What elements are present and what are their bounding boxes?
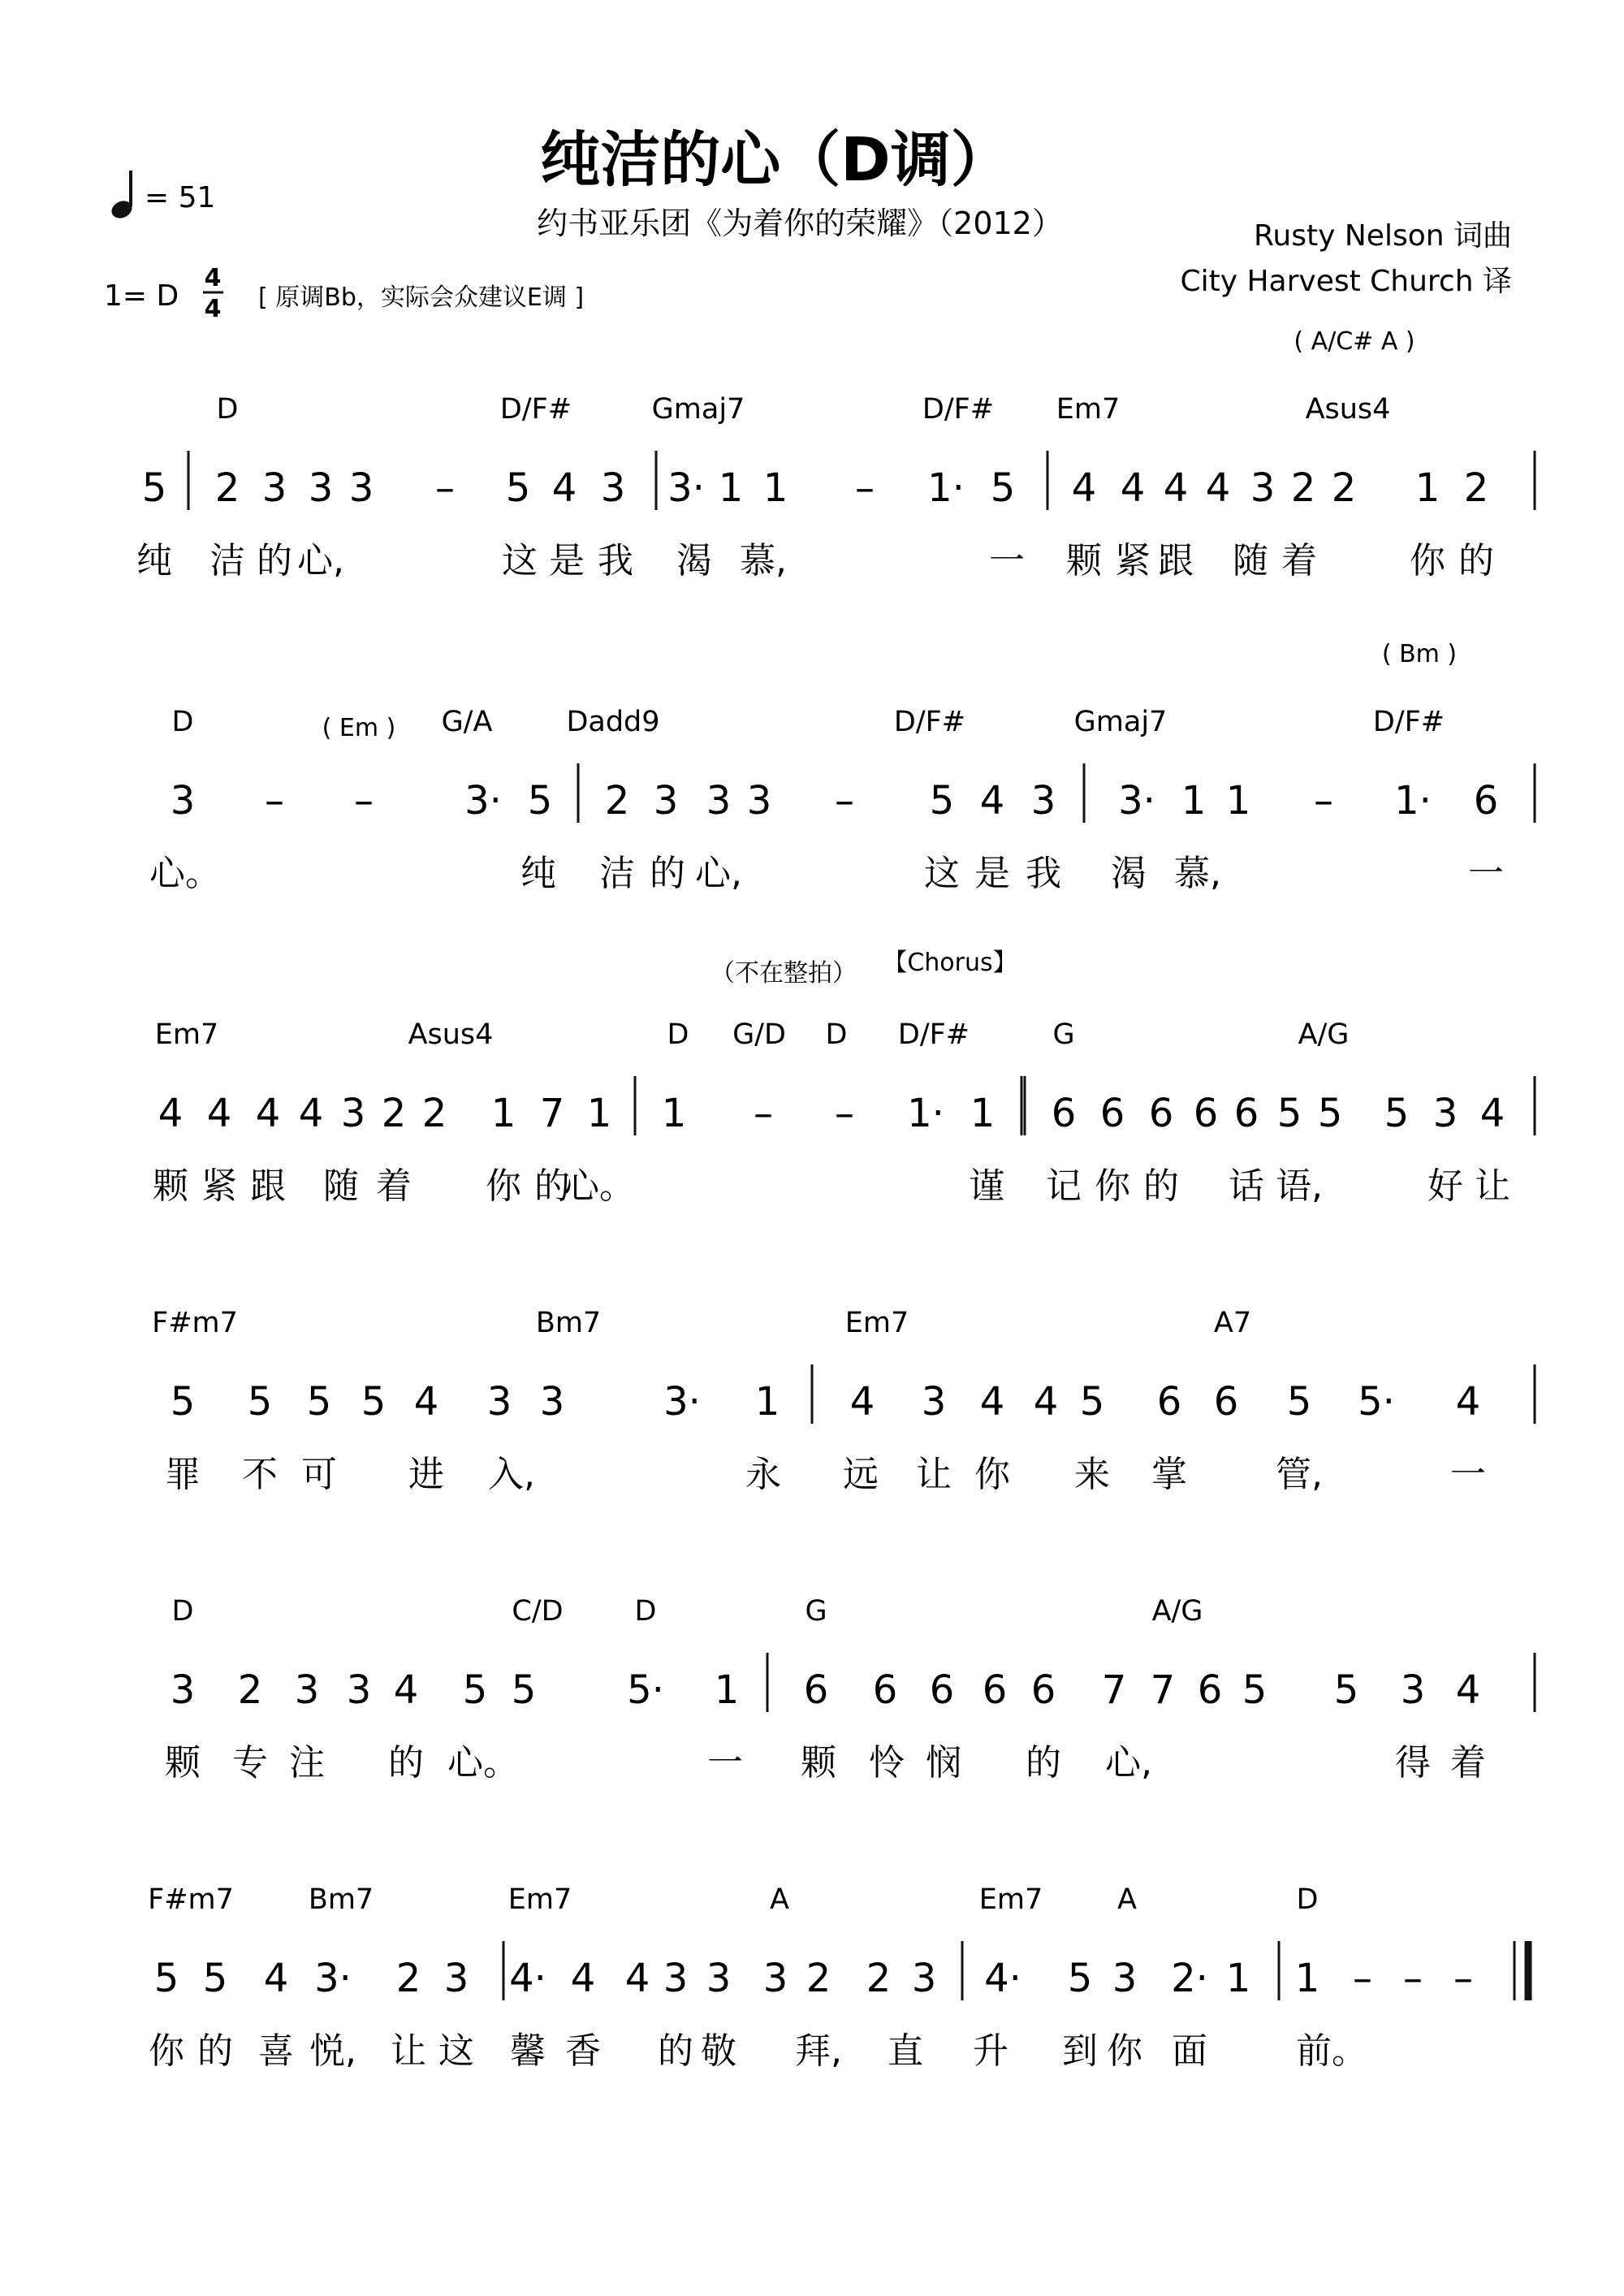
chord-symbol: Em7: [508, 1883, 572, 1916]
jianpu-note: 6: [929, 1667, 955, 1713]
jianpu-note: 5: [1333, 1667, 1359, 1713]
chord-symbol: D: [825, 1018, 848, 1051]
jianpu-note: 4: [570, 1956, 596, 2001]
jianpu-note: 4·: [509, 1956, 546, 2001]
lyric-syllable: 跟: [1158, 540, 1194, 582]
lyric-syllable: 掌: [1151, 1454, 1187, 1495]
lyric-syllable: 颗: [1066, 540, 1102, 582]
jianpu-note: 4: [393, 1667, 419, 1713]
lyric-syllable: 的: [197, 2030, 233, 2072]
chord-symbol: A7: [1213, 1307, 1252, 1339]
chord-symbol: A: [1117, 1883, 1137, 1916]
jianpu-note: 3: [348, 465, 374, 511]
translator-credit: City Harvest Church 译: [1180, 265, 1512, 298]
jianpu-note: 6: [1193, 1091, 1219, 1136]
lyric-syllable: 馨: [510, 2030, 546, 2072]
lyric-syllable: 语,: [1276, 1165, 1323, 1207]
score-row: [165, 1595, 1535, 1784]
key-note: [ 原调Bb，实际会众建议E调 ]: [258, 283, 585, 312]
jianpu-note: 3: [911, 1956, 937, 2001]
lyric-syllable: 让: [391, 2030, 426, 2072]
lyric-syllable: 拜,: [795, 2030, 842, 2072]
jianpu-note: 6: [872, 1667, 898, 1713]
jianpu-note: 4: [158, 1091, 184, 1136]
jianpu-note: 5: [247, 1379, 273, 1425]
lyric-syllable: 悦,: [309, 2030, 356, 2072]
jianpu-note: 1: [754, 1379, 780, 1425]
jianpu-note: 2: [806, 1956, 831, 2001]
jianpu-note: 2: [1290, 465, 1316, 511]
lyric-syllable: 一: [1468, 853, 1504, 894]
jianpu-note: 3: [1432, 1091, 1458, 1136]
jianpu-note: 5: [1067, 1956, 1093, 2001]
jianpu-note: 3·: [314, 1956, 352, 2001]
jianpu-note: 1·: [927, 465, 965, 511]
lyric-syllable: 这: [924, 853, 960, 894]
lyric-syllable: 一: [1450, 1454, 1486, 1495]
chord-symbol: A/G: [1151, 1595, 1203, 1628]
jianpu-note: –: [354, 778, 374, 824]
jianpu-note: 7: [1150, 1667, 1176, 1713]
jianpu-note: 6: [803, 1667, 829, 1713]
jianpu-note: 4: [1120, 465, 1146, 511]
jianpu-note: 3: [1112, 1956, 1138, 2001]
jianpu-note: 4: [551, 465, 577, 511]
paren-chord-em: ( Em ): [322, 714, 396, 742]
lyric-syllable: 远: [843, 1454, 879, 1495]
jianpu-note: 4: [263, 1956, 289, 2001]
jianpu-note: 7: [1101, 1667, 1127, 1713]
lyric-syllable: 你: [1410, 540, 1445, 582]
chord-symbol: A: [770, 1883, 789, 1916]
lyric-syllable: 得: [1395, 1742, 1431, 1784]
jianpu-note: 4: [1071, 465, 1097, 511]
lyric-syllable: 心,: [297, 540, 344, 582]
jianpu-note: 1: [762, 465, 788, 511]
chord-symbol: Em7: [844, 1307, 909, 1339]
jianpu-note: 4: [1163, 465, 1189, 511]
jianpu-note: 2: [604, 778, 630, 824]
lyric-syllable: 注: [289, 1742, 325, 1784]
lyric-syllable: 直: [888, 2030, 923, 2072]
jianpu-note: 4: [1033, 1379, 1059, 1425]
jianpu-note: 5: [1384, 1091, 1410, 1136]
jianpu-note: –: [1453, 1956, 1473, 2001]
jianpu-note: 1: [1181, 778, 1207, 824]
lyric-syllable: 面: [1172, 2030, 1207, 2072]
chord-symbol: Asus4: [408, 1018, 494, 1051]
jianpu-note: –: [1314, 778, 1333, 824]
lyric-syllable: 怜: [869, 1742, 905, 1784]
offbeat-note: （不在整拍）: [710, 959, 857, 988]
lyric-syllable: 你: [974, 1454, 1010, 1495]
jianpu-note: 5: [1276, 1091, 1302, 1136]
jianpu-note: 2: [1463, 465, 1489, 511]
lyric-syllable: 进: [408, 1454, 444, 1495]
lyric-syllable: 罪: [165, 1454, 201, 1495]
jianpu-note: 5: [505, 465, 531, 511]
chord-symbol: Dadd9: [566, 706, 660, 738]
chord-symbol: G: [805, 1595, 827, 1628]
chord-symbol: D/F#: [922, 393, 995, 426]
lyric-syllable: 喜: [258, 2030, 294, 2072]
chord-symbol: D: [667, 1018, 689, 1051]
jianpu-note: 5: [306, 1379, 332, 1425]
lyric-syllable: 可: [301, 1454, 337, 1495]
lyric-syllable: 随: [323, 1165, 359, 1207]
lyric-syllable: 慕,: [1174, 853, 1221, 894]
lyric-syllable: 是: [974, 853, 1010, 894]
lyric-syllable: 我: [1026, 853, 1061, 894]
jianpu-note: 4: [206, 1091, 232, 1136]
jianpu-note: 3: [261, 465, 287, 511]
jianpu-note: –: [855, 465, 875, 511]
lyric-syllable: 的: [1026, 1742, 1061, 1784]
lyric-syllable: 着: [1450, 1742, 1486, 1784]
jianpu-note: 3·: [1118, 778, 1155, 824]
lyric-syllable: 前。: [1296, 2030, 1367, 2072]
lyric-syllable: 心,: [1105, 1742, 1152, 1784]
jianpu-note: 5: [1242, 1667, 1268, 1713]
jianpu-note: 3: [1400, 1667, 1426, 1713]
chord-symbol: Em7: [154, 1018, 219, 1051]
chord-symbol: D/F#: [499, 393, 572, 426]
lyric-syllable: 敬: [701, 2030, 736, 2072]
page-title: 纯洁的心（D调）: [540, 125, 1011, 195]
chord-symbol: A/G: [1298, 1018, 1350, 1051]
jianpu-note: 5: [990, 465, 1016, 511]
lyric-syllable: 到: [1062, 2030, 1098, 2072]
lyric-syllable: 一: [707, 1742, 743, 1784]
jianpu-note: 2: [237, 1667, 263, 1713]
jianpu-note: 6: [1051, 1091, 1077, 1136]
lyric-syllable: 的: [658, 2030, 693, 2072]
lyric-syllable: 来: [1074, 1454, 1110, 1495]
jianpu-note: 4: [979, 778, 1005, 824]
jianpu-note: 5: [1079, 1379, 1105, 1425]
lyric-syllable: 纯: [520, 853, 556, 894]
chord-symbol: Asus4: [1305, 393, 1391, 426]
jianpu-note: 4: [1455, 1379, 1481, 1425]
paren-chord-bm: ( Bm ): [1381, 640, 1458, 668]
time-signature-bottom: 4: [204, 295, 222, 323]
jianpu-note: 3: [762, 1956, 788, 2001]
jianpu-note: 1: [1294, 1956, 1320, 2001]
chord-symbol: Bm7: [308, 1883, 374, 1916]
jianpu-note: 3: [340, 1091, 366, 1136]
lyric-syllable: 随: [1233, 540, 1268, 582]
lyric-syllable: 香: [565, 2030, 601, 2072]
lyric-syllable: 记: [1046, 1165, 1082, 1207]
lyric-syllable: 的: [388, 1742, 424, 1784]
lyric-syllable: 我: [598, 540, 633, 582]
jianpu-note: –: [265, 778, 284, 824]
lyric-syllable: 心。: [447, 1742, 519, 1784]
jianpu-note: 4: [1205, 465, 1231, 511]
lyric-syllable: 跟: [250, 1165, 286, 1207]
jianpu-note: –: [835, 778, 854, 824]
lyric-syllable: 话: [1229, 1165, 1264, 1207]
score-row: [153, 1018, 1535, 1207]
jianpu-note: 5: [511, 1667, 537, 1713]
jianpu-note: 5: [929, 778, 955, 824]
chord-symbol: Gmaj7: [651, 393, 745, 426]
jianpu-note: 3: [663, 1956, 689, 2001]
jianpu-note: 2: [381, 1091, 407, 1136]
chord-symbol: D: [1296, 1883, 1319, 1916]
lyric-syllable: 你: [1095, 1165, 1130, 1207]
lyric-syllable: 永: [745, 1454, 781, 1495]
jianpu-note: 6: [982, 1667, 1008, 1713]
lyric-syllable: 这: [438, 2030, 474, 2072]
chord-symbol: Em7: [1056, 393, 1121, 426]
chord-symbol: G/D: [732, 1018, 786, 1051]
lyric-syllable: 颗: [165, 1742, 201, 1784]
jianpu-note: 6: [1148, 1091, 1174, 1136]
jianpu-note: –: [1353, 1956, 1372, 2001]
jianpu-note: 4: [255, 1091, 281, 1136]
jianpu-note: –: [435, 465, 455, 511]
lyric-syllable: 纯: [136, 540, 172, 582]
jianpu-note: 5: [1286, 1379, 1312, 1425]
lyric-syllable: 是: [549, 540, 585, 582]
jianpu-note: 2: [1331, 465, 1357, 511]
jianpu-note: 6: [1213, 1379, 1239, 1425]
jianpu-note: 6: [1099, 1091, 1125, 1136]
jianpu-note: 5: [361, 1379, 387, 1425]
chord-symbol: D/F#: [1372, 706, 1445, 738]
lyric-syllable: 颗: [153, 1165, 188, 1207]
jianpu-note: 5·: [1358, 1379, 1395, 1425]
chord-symbol: C/D: [512, 1595, 564, 1628]
jianpu-note: 3: [294, 1667, 320, 1713]
jianpu-note: 4: [1455, 1667, 1481, 1713]
jianpu-note: 1: [714, 1667, 740, 1713]
chord-symbol: D/F#: [893, 706, 966, 738]
album-subtitle: 约书亚乐团《为着你的荣耀》（2012）: [537, 205, 1063, 241]
jianpu-note: 6: [1197, 1667, 1223, 1713]
jianpu-note: 1·: [1394, 778, 1432, 824]
jianpu-note: 1: [1225, 778, 1251, 824]
jianpu-note: 1: [586, 1091, 612, 1136]
chord-symbol: D/F#: [897, 1018, 970, 1051]
jianpu-note: 3: [539, 1379, 565, 1425]
lyric-syllable: 不: [242, 1454, 278, 1495]
tempo-value: = 51: [145, 181, 216, 214]
jianpu-note: 6: [1030, 1667, 1056, 1713]
lyric-syllable: 升: [973, 2030, 1009, 2072]
chord-symbol: F#m7: [148, 1883, 234, 1916]
jianpu-note: 5·: [627, 1667, 664, 1713]
jianpu-note: 1: [490, 1091, 516, 1136]
jianpu-note: 2·: [1171, 1956, 1208, 2001]
lyric-syllable: 紧: [201, 1165, 237, 1207]
key-signature: 1= D: [104, 279, 179, 313]
lyric-syllable: 一: [989, 540, 1025, 582]
time-signature-top: 4: [204, 264, 222, 292]
lyric-syllable: 这: [502, 540, 538, 582]
lyric-syllable: 着: [376, 1165, 412, 1207]
jianpu-note: 5: [153, 1956, 179, 2001]
lyric-syllable: 的: [534, 1165, 570, 1207]
lyric-syllable: 着: [1281, 540, 1317, 582]
jianpu-note: 5: [1317, 1091, 1343, 1136]
jianpu-note: –: [1403, 1956, 1423, 2001]
jianpu-note: 3·: [464, 778, 502, 824]
chorus-label: 【Chorus】: [883, 949, 1017, 977]
jianpu-note: 2: [421, 1091, 447, 1136]
chord-symbol: G/A: [441, 706, 493, 738]
jianpu-note: 3: [1030, 778, 1056, 824]
lyric-syllable: 心,: [695, 853, 742, 894]
lyric-syllable: 心。: [149, 853, 221, 894]
jianpu-note: 1: [1225, 1956, 1251, 2001]
jianpu-note: 3·: [663, 1379, 701, 1425]
jianpu-note: 5: [202, 1956, 228, 2001]
jianpu-note: 1: [970, 1091, 996, 1136]
jianpu-note: 5: [462, 1667, 488, 1713]
jianpu-note: 4: [979, 1379, 1005, 1425]
jianpu-note: 5: [527, 778, 553, 824]
lyric-syllable: 悯: [926, 1742, 961, 1784]
lyric-syllable: 让: [916, 1454, 952, 1495]
jianpu-note: 3: [653, 778, 679, 824]
lyric-syllable: 的: [1458, 540, 1494, 582]
jianpu-note: 2: [395, 1956, 421, 2001]
jianpu-note: 3: [1250, 465, 1276, 511]
chord-symbol: F#m7: [152, 1307, 238, 1339]
jianpu-note: 3: [921, 1379, 947, 1425]
jianpu-note: 3·: [667, 465, 705, 511]
jianpu-note: 3: [600, 465, 626, 511]
jianpu-note: –: [754, 1091, 773, 1136]
jianpu-note: 3: [443, 1956, 469, 2001]
jianpu-note: 3: [170, 778, 196, 824]
lyric-syllable: 颗: [801, 1742, 836, 1784]
lyric-syllable: 好: [1427, 1165, 1463, 1207]
jianpu-note: 3: [486, 1379, 512, 1425]
chord-symbol: D: [216, 393, 239, 426]
jianpu-note: 4: [413, 1379, 439, 1425]
lyric-syllable: 你: [486, 1165, 521, 1207]
jianpu-note: 1: [718, 465, 744, 511]
lyric-syllable: 你: [149, 2030, 184, 2072]
chord-symbol: G: [1052, 1018, 1075, 1051]
lyric-syllable: 心。: [564, 1165, 635, 1207]
jianpu-note: 3: [308, 465, 334, 511]
lyric-syllable: 慕,: [740, 540, 787, 582]
jianpu-note: 7: [539, 1091, 565, 1136]
jianpu-note: –: [835, 1091, 854, 1136]
jianpu-note: 6: [1233, 1091, 1259, 1136]
lyric-syllable: 的: [650, 853, 685, 894]
chord-symbol: Em7: [978, 1883, 1043, 1916]
jianpu-note: 1·: [907, 1091, 944, 1136]
jianpu-note: 4·: [984, 1956, 1021, 2001]
jianpu-note: 4: [624, 1956, 650, 2001]
lyric-syllable: 让: [1475, 1165, 1510, 1207]
lyric-syllable: 洁: [209, 540, 245, 582]
score-row: [148, 1883, 1473, 2072]
jianpu-note: 6: [1156, 1379, 1182, 1425]
paren-chords: ( A/C# A ): [1294, 327, 1415, 356]
lyric-syllable: 渴: [1111, 853, 1147, 894]
jianpu-note: 6: [1473, 778, 1499, 824]
jianpu-note: 1: [1415, 465, 1440, 511]
jianpu-note: 2: [866, 1956, 892, 2001]
jianpu-note: 4: [849, 1379, 875, 1425]
chord-symbol: D: [171, 1595, 194, 1628]
jianpu-note: 4: [298, 1091, 324, 1136]
jianpu-note: 3: [706, 778, 732, 824]
score-row: [152, 1307, 1535, 1495]
jianpu-note: 3: [170, 1667, 196, 1713]
chord-symbol: D: [634, 1595, 657, 1628]
composer-credit: Rusty Nelson 词曲: [1254, 219, 1512, 253]
jianpu-note: 5: [170, 1379, 196, 1425]
jianpu-note: 3: [746, 778, 772, 824]
lyric-syllable: 的: [257, 540, 292, 582]
chord-symbol: Bm7: [535, 1307, 602, 1339]
jianpu-note: 5: [141, 465, 167, 511]
chord-symbol: D: [171, 706, 194, 738]
lyric-syllable: 谨: [969, 1165, 1004, 1207]
lyric-syllable: 紧: [1115, 540, 1151, 582]
lyric-syllable: 渴: [676, 540, 712, 582]
jianpu-note: 4: [1479, 1091, 1505, 1136]
lyric-syllable: 管,: [1276, 1454, 1323, 1495]
score-rows: [136, 393, 1535, 2072]
lyric-syllable: 的: [1143, 1165, 1179, 1207]
jianpu-note: 3: [346, 1667, 372, 1713]
lyric-syllable: 洁: [599, 853, 635, 894]
jianpu-note: 2: [214, 465, 240, 511]
lyric-syllable: 你: [1107, 2030, 1142, 2072]
jianpu-note: 3: [706, 1956, 732, 2001]
jianpu-note: 1: [661, 1091, 687, 1136]
lyric-syllable: 专: [232, 1742, 268, 1784]
chord-symbol: Gmaj7: [1073, 706, 1168, 738]
tempo-mark: [109, 171, 215, 222]
lyric-syllable: 入,: [488, 1454, 535, 1495]
score-row: [136, 393, 1535, 582]
